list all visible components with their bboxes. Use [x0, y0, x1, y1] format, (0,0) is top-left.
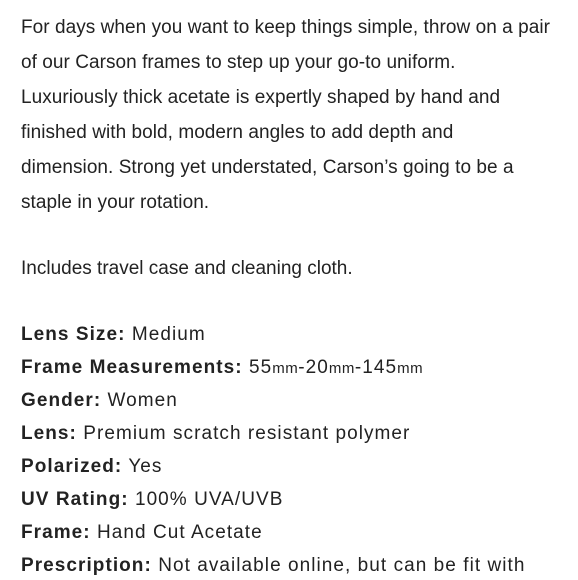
spec-label: Prescription:	[21, 555, 152, 576]
spec-value	[249, 357, 423, 378]
measure-temple-length: 145	[362, 357, 398, 378]
spec-uv-rating	[21, 483, 578, 516]
spec-prescription	[21, 549, 578, 580]
measure-separator: -	[354, 357, 363, 378]
measure-unit: mm	[397, 360, 424, 377]
spec-frame-measurements	[21, 351, 578, 384]
spec-label: Lens:	[21, 423, 77, 444]
spec-label: Frame Measurements:	[21, 357, 243, 378]
measure-unit: mm	[328, 360, 355, 377]
includes-text: Includes travel case and cleaning cloth.	[21, 258, 353, 279]
spec-label: Polarized:	[21, 456, 123, 477]
spec-frame	[21, 516, 578, 549]
spec-value: Medium	[131, 324, 206, 345]
spec-polarized	[21, 450, 578, 483]
spec-gender	[21, 384, 578, 417]
spec-label: Lens Size:	[21, 324, 126, 345]
spec-list	[21, 318, 578, 580]
measure-separator: -	[298, 357, 306, 378]
measure-bridge-width: 20	[305, 357, 329, 378]
description-line: staple in your rotation.	[21, 192, 210, 213]
spec-value: Yes	[128, 456, 163, 477]
spec-lens-size	[21, 318, 578, 351]
spec-value: Women	[107, 390, 178, 411]
description-line: For days when you want to keep things simple, throw on a pair	[21, 17, 550, 38]
spec-label: Frame:	[21, 522, 91, 543]
measure-lens-width: 55	[248, 357, 273, 378]
spec-value: 100% UVA/UVB	[134, 489, 284, 510]
description-line: dimension. Strong yet understated, Carson’s going to be a	[21, 157, 514, 178]
spec-label: UV Rating:	[21, 489, 129, 510]
spec-lens	[21, 417, 578, 450]
description-line: Luxuriously thick acetate is expertly shaped by hand and	[21, 87, 501, 108]
product-description	[21, 10, 571, 220]
spec-value: Premium scratch resistant polymer	[83, 423, 411, 444]
spec-value: Not available online, but can be fit with	[158, 555, 526, 576]
spec-value: Hand Cut Acetate	[97, 522, 263, 543]
measure-unit: mm	[272, 360, 299, 377]
spec-label: Gender:	[21, 390, 102, 411]
description-line: of our Carson frames to step up your go-to uniform.	[21, 52, 456, 73]
description-line: finished with bold, modern angles to add depth and	[21, 122, 454, 143]
